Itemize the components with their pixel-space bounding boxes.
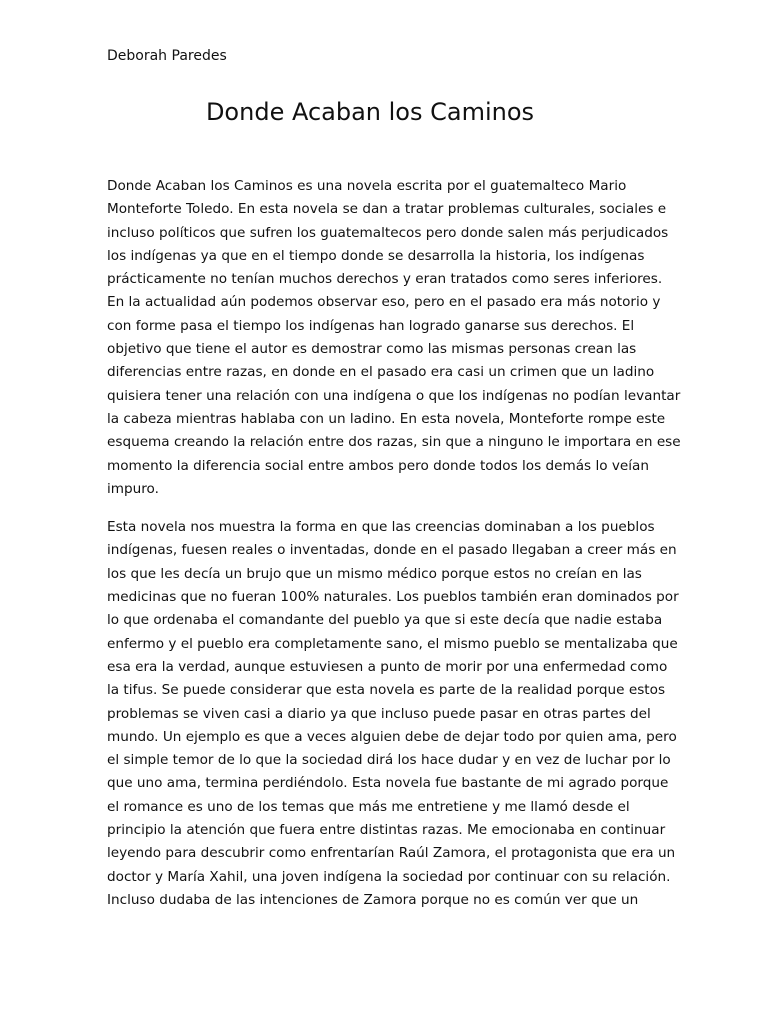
text-line: medicinas que no fueran 100% naturales. Los pueblos también eran dominados por [107,589,679,606]
text-line: que uno ama, termina perdiéndolo. Esta novela fue bastante de mi agrado porque [107,775,669,792]
text-line: impuro. [107,480,159,497]
text-line: objetivo que tiene el autor es demostrar como las mismas personas crean las [107,341,637,358]
text-line: diferencias entre razas, en donde en el pasado era casi un crimen que un ladino [107,364,655,381]
text-line: En la actualidad aún podemos observar eso, pero en el pasado era más notorio y [107,294,661,311]
text-line: esquema creando la relación entre dos razas, sin que a ninguno le importara en ese [107,434,681,451]
text-line: mundo. Un ejemplo es que a veces alguien debe de dejar todo por quien ama, pero [107,728,677,745]
text-line: lo que ordenaba el comandante del pueblo ya que si este decía que nadie estaba [107,612,663,629]
document-body [107,175,681,912]
text-line: enfermo y el pueblo era completamente sano, el mismo pueblo se mentalizaba que [107,635,678,652]
document-title: Donde Acaban los Caminos [205,98,535,126]
paragraph-1 [107,175,681,501]
text-line: leyendo para descubrir como enfrentarían Raúl Zamora, el protagonista que era un [107,845,676,862]
text-line: la cabeza mientras hablaba con un ladino. En esta novela, Monteforte rompe este [107,410,666,427]
text-line: prácticamente no tenían muchos derechos y eran tratados como seres inferiores. [107,271,663,288]
text-line: los indígenas ya que en el tiempo donde se desarrolla la historia, los indígenas [107,247,645,264]
text-line: principio la atención que fuera entre distintas razas. Me emocionaba en continuar [107,822,666,839]
text-line: los que les decía un brujo que un mismo médico porque estos no creían en las [107,565,642,582]
text-line: Monteforte Toledo. En esta novela se dan a tratar problemas culturales, sociales e [107,201,667,218]
text-line: Esta novela nos muestra la forma en que las creencias dominaban a los pueblos [107,519,655,536]
text-line: el romance es uno de los temas que más me entretiene y me llamó desde el [107,798,630,815]
text-line: con forme pasa el tiempo los indígenas han logrado ganarse sus derechos. El [107,317,635,334]
text-line: la tifus. Se puede considerar que esta novela es parte de la realidad porque estos [107,682,666,699]
text-line: incluso políticos que sufren los guatemaltecos pero donde salen más perjudicados [107,224,669,241]
text-line: esa era la verdad, aunque estuviesen a punto de morir por una enfermedad como [107,658,668,675]
text-line: el simple temor de lo que la sociedad dirá los hace dudar y en vez de luchar por lo [107,752,671,769]
text-line: doctor y María Xahil, una joven indígena la sociedad por continuar con su relación. [107,868,671,885]
text-line: momento la diferencia social entre ambos pero donde todos los demás lo veían [107,457,649,474]
text-line: Donde Acaban los Caminos es una novela escrita por el guatemalteco Mario [107,178,627,194]
text-line: quisiera tener una relación con una indígena o que los indígenas no podían levantar [107,387,681,404]
text-line: Incluso dudaba de las intenciones de Zamora porque no es común ver que un [107,891,639,908]
paragraph-2 [107,516,679,912]
author-name: Deborah Paredes [107,48,227,64]
text-line: problemas se viven casi a diario ya que incluso puede pasar en otras partes del [107,705,651,722]
text-line: indígenas, fuesen reales o inventadas, donde en el pasado llegaban a creer más en [107,542,677,559]
